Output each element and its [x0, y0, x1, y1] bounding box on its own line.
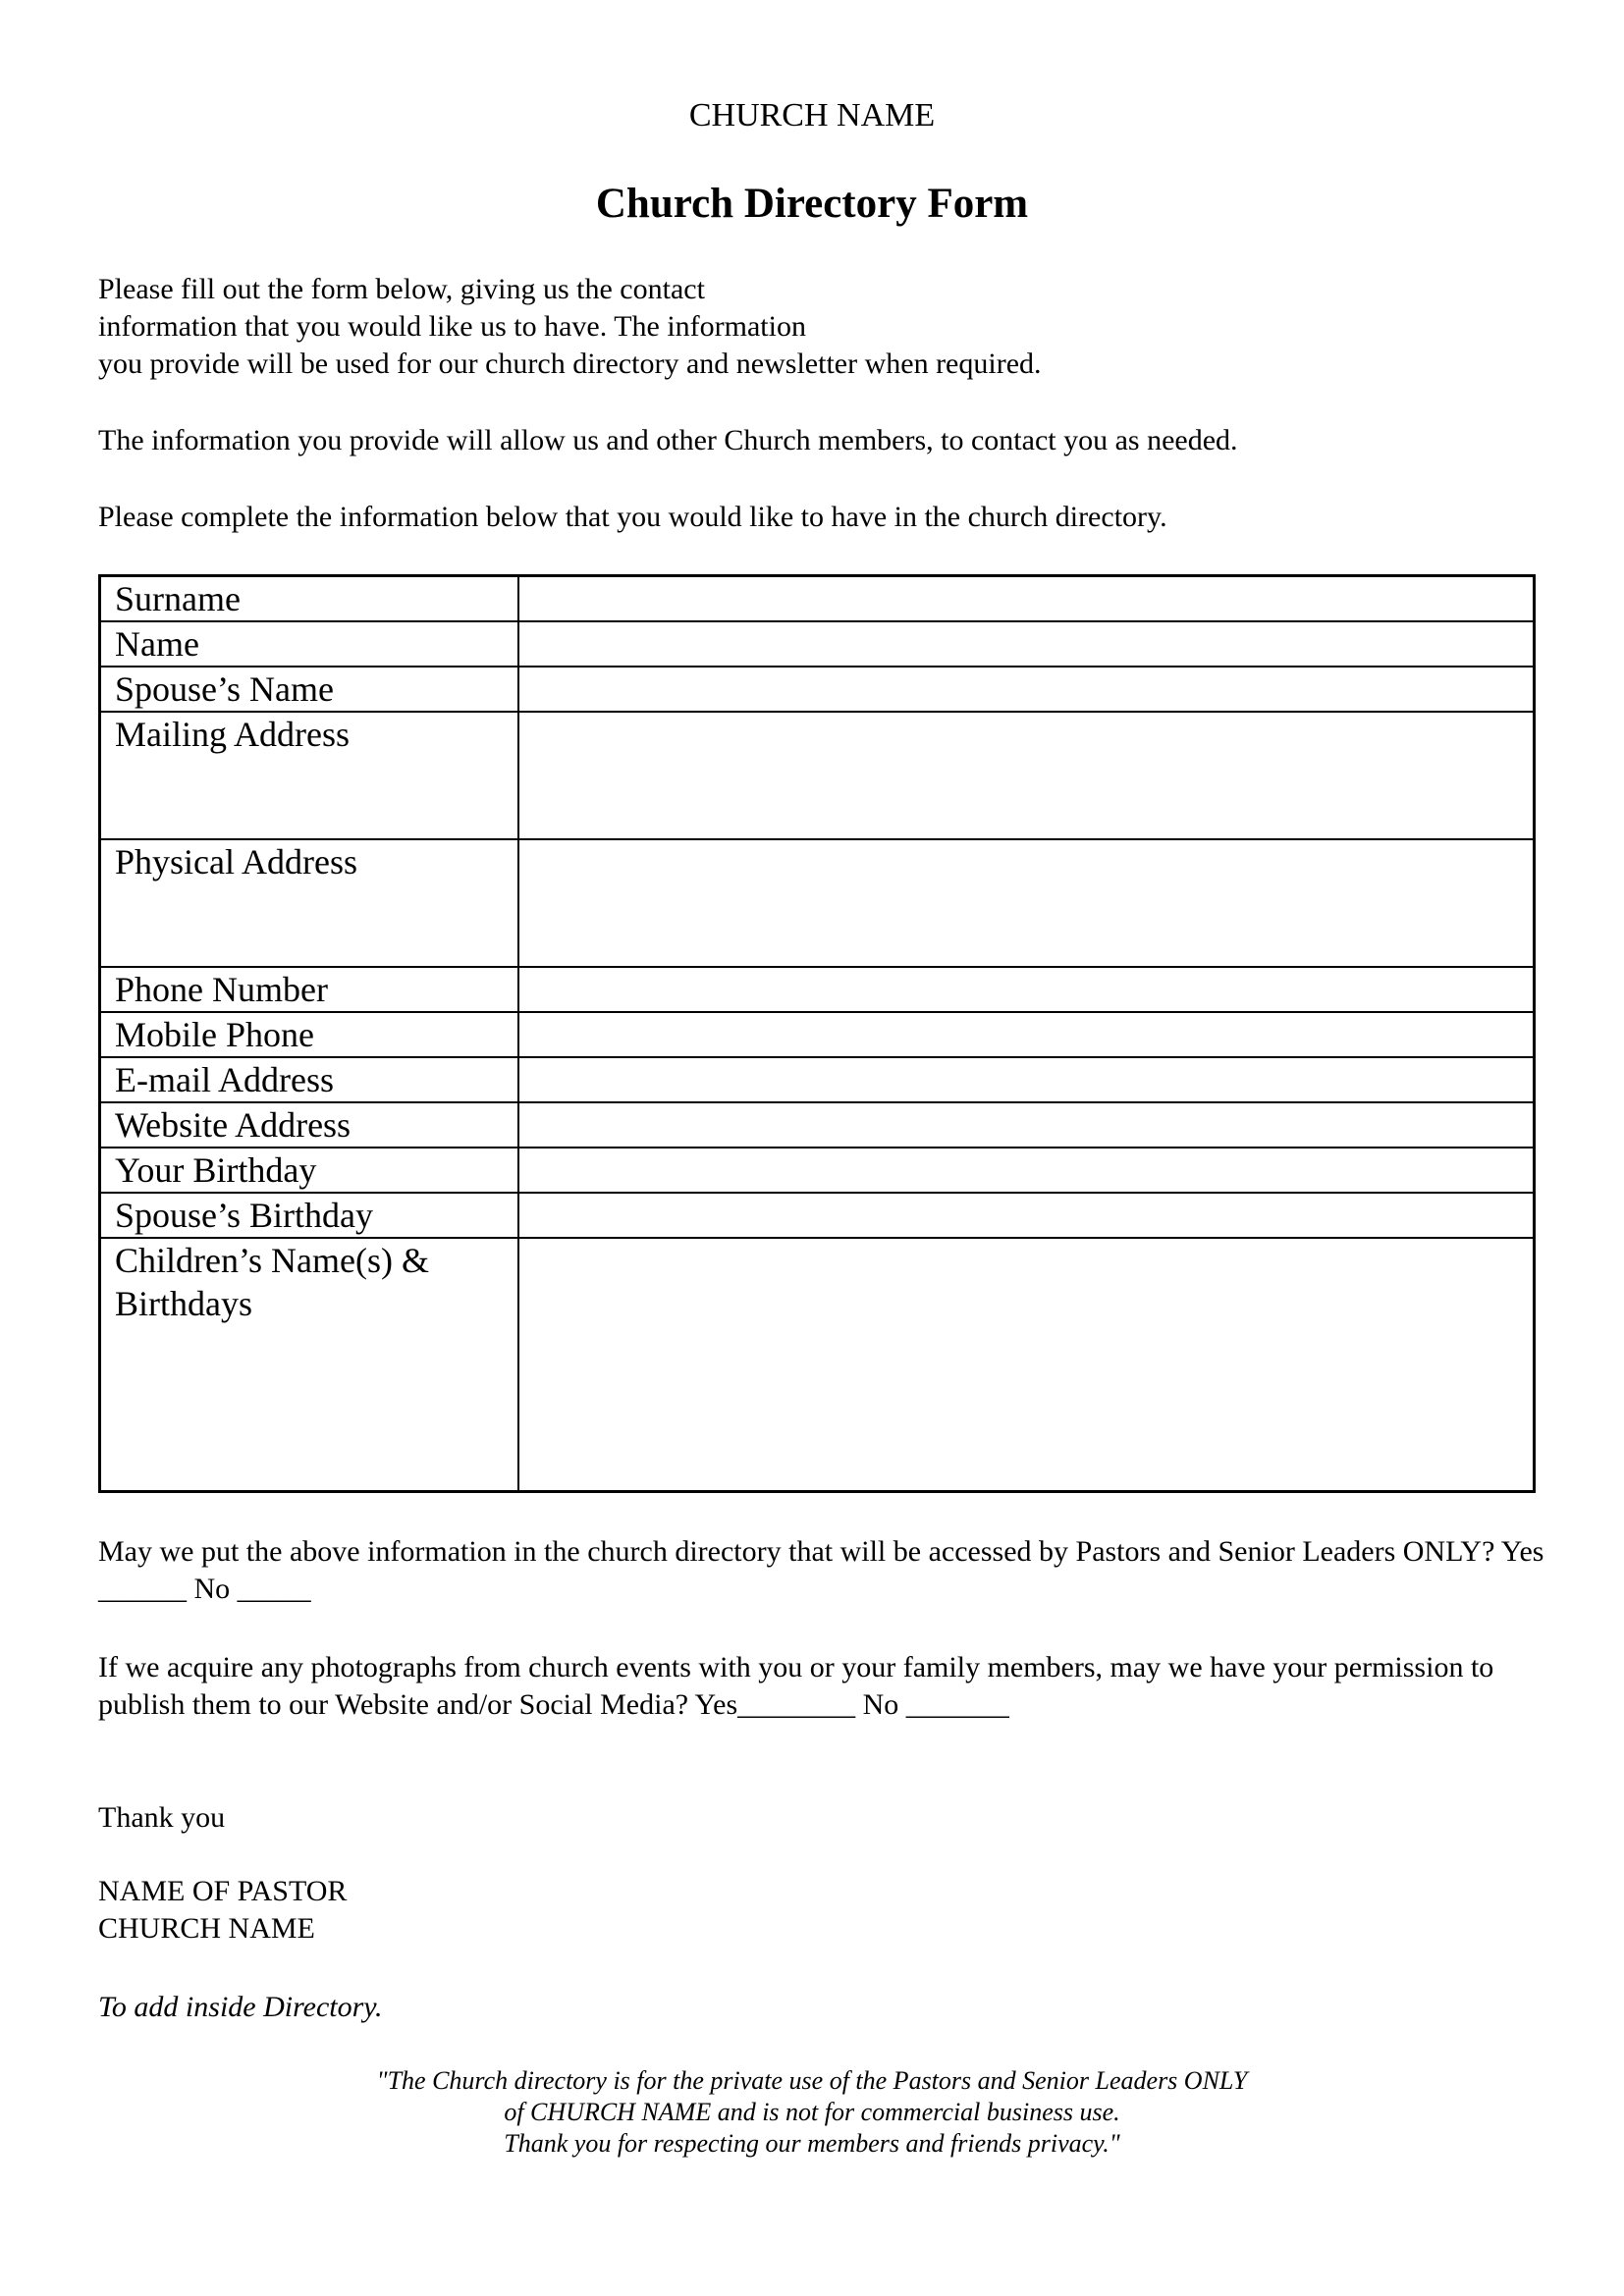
signature-block	[98, 1873, 1551, 1948]
field-label: E-mail Address	[100, 1057, 519, 1102]
field-label: Spouse’s Birthday	[100, 1193, 519, 1238]
form-row-physical-address	[100, 839, 1535, 967]
signature-church-name: CHURCH NAME	[98, 1912, 315, 1945]
form-row-mobile-phone	[100, 1012, 1535, 1057]
spouse-birthday-field[interactable]	[518, 1193, 1535, 1238]
mobile-phone-field[interactable]	[518, 1012, 1535, 1057]
your-birthday-field[interactable]	[518, 1148, 1535, 1193]
form-row-name	[100, 621, 1535, 667]
field-label: Your Birthday	[100, 1148, 519, 1193]
directory-form-table	[98, 574, 1536, 1493]
form-row-mailing-address	[100, 712, 1535, 839]
thank-you-text: Thank you	[98, 1801, 226, 1834]
physical-address-field[interactable]	[518, 839, 1535, 967]
complete-note: Please complete the information below that you would like to have in the church directory.	[98, 501, 1167, 533]
field-label: Website Address	[100, 1102, 519, 1148]
intro-line: you provide will be used for our church directory and newsletter when required.	[98, 347, 1042, 380]
form-row-children	[100, 1238, 1535, 1492]
email-address-field[interactable]	[518, 1057, 1535, 1102]
field-label: Mobile Phone	[100, 1012, 519, 1057]
surname-field[interactable]	[518, 576, 1535, 622]
form-row-phone-number	[100, 967, 1535, 1012]
form-row-website-address	[100, 1102, 1535, 1148]
field-label: Mailing Address	[100, 712, 519, 839]
form-row-spouse-birthday	[100, 1193, 1535, 1238]
footer-line: of CHURCH NAME and is not for commercial business use.	[504, 2098, 1120, 2126]
intro-line: information that you would like us to have. The information	[98, 310, 806, 343]
form-row-your-birthday	[100, 1148, 1535, 1193]
photo-permission-question: If we acquire any photographs from church events with you or your family members, may we have your permission to publish them to our Website and/or Social Media? Yes________ No _______	[98, 1651, 1494, 1721]
field-label: Phone Number	[100, 967, 519, 1012]
footer-line: Thank you for respecting our members and friends privacy."	[504, 2129, 1120, 2158]
pastor-name: NAME OF PASTOR	[98, 1875, 348, 1907]
website-address-field[interactable]	[518, 1102, 1535, 1148]
phone-number-field[interactable]	[518, 967, 1535, 1012]
privacy-footer	[0, 2065, 1624, 2160]
field-label: Physical Address	[100, 839, 519, 967]
intro-paragraph	[98, 271, 1551, 383]
directory-note: To add inside Directory.	[98, 1991, 383, 2023]
field-label: Spouse’s Name	[100, 667, 519, 712]
form-title: Church Directory Form	[595, 181, 1029, 227]
church-name-heading: CHURCH NAME	[688, 97, 936, 133]
form-row-email-address	[100, 1057, 1535, 1102]
directory-permission-question: May we put the above information in the church directory that will be accessed by Pastors and Senior Leaders ONLY? Yes ______ No _____	[98, 1535, 1544, 1605]
spouse-name-field[interactable]	[518, 667, 1535, 712]
contact-note: The information you provide will allow us and other Church members, to contact you as needed.	[98, 424, 1238, 456]
mailing-address-field[interactable]	[518, 712, 1535, 839]
intro-line: Please fill out the form below, giving us the contact	[98, 273, 705, 305]
field-label: Name	[100, 621, 519, 667]
footer-line: "The Church directory is for the private use of the Pastors and Senior Leaders ONLY	[376, 2066, 1248, 2095]
form-row-surname	[100, 576, 1535, 622]
form-row-spouse-name	[100, 667, 1535, 712]
name-field[interactable]	[518, 621, 1535, 667]
field-label: Surname	[100, 576, 519, 622]
children-names-birthdays-field[interactable]	[518, 1238, 1535, 1492]
field-label: Children’s Name(s) & Birthdays	[100, 1238, 519, 1492]
